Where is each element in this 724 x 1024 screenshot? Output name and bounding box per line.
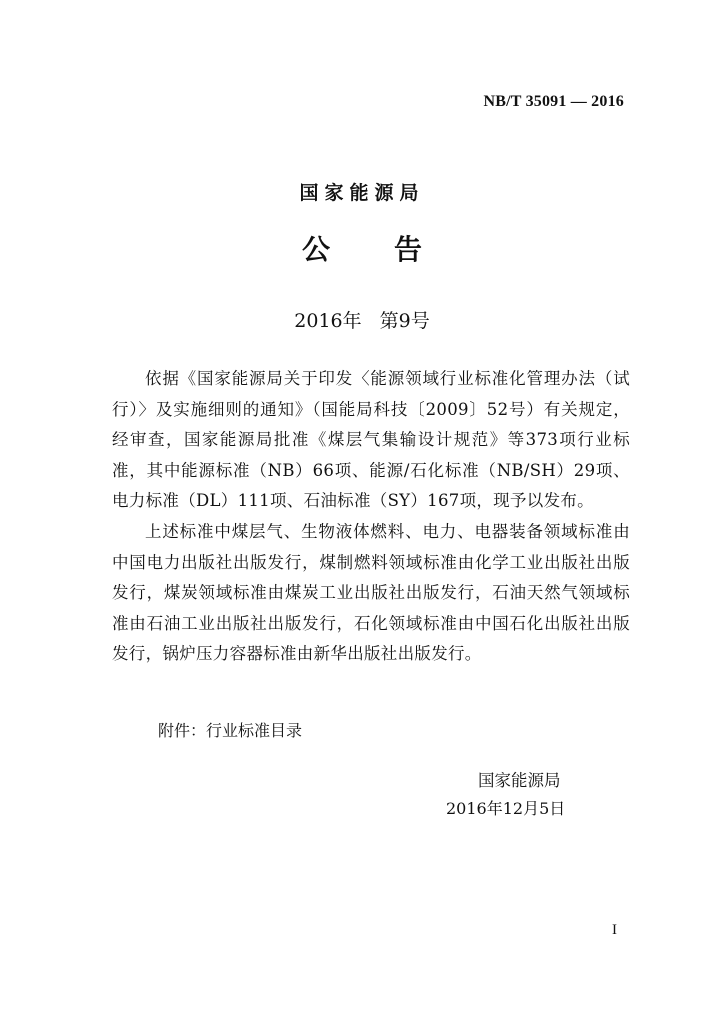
- body-paragraph-1: 依据《国家能源局关于印发〈能源领域行业标准化管理办法（试行）〉及实施细则的通知》（国能局科技〔2009〕52号）有关规定，经审查，国家能源局批准《煤层气集输设计规范》等373项行业标准，其中能源标准（NB）66项、能源/石化标准（NB/SH）29项、电力标准（DL）111项、石油标准（SY）167项，现予以发布。: [112, 369, 630, 511]
- signature-organization: 国家能源局: [478, 771, 561, 790]
- announcement-year: 2016年: [294, 310, 362, 332]
- announcement-title-part1: 公: [301, 233, 330, 266]
- announcement-title-part2: 告: [394, 233, 423, 266]
- body-paragraph-2: 上述标准中煤层气、生物液体燃料、电力、电器装备领域标准由中国电力出版社出版发行，煤制燃料领域标准由化学工业出版社出版发行，煤炭领域标准由煤炭工业出版社出版发行，石油天然气领域标准由石油工业出版社出版发行，石化领域标准由中国石化出版社出版发行，锅炉压力容器标准由新华出版社出版发行。: [112, 521, 630, 664]
- announcement-title: [0, 228, 724, 268]
- announcement-body: [112, 364, 630, 670]
- announcement-sequence: 第9号: [379, 310, 430, 332]
- page-number: I: [612, 922, 617, 938]
- attachment-note: 附件：行业标准目录: [158, 721, 303, 740]
- issuing-agency-title: 国家能源局: [299, 182, 425, 204]
- signature-date: 2016年12月5日: [446, 799, 566, 818]
- announcement-number: [0, 306, 724, 333]
- standard-code: NB/T 35091 — 2016: [483, 93, 624, 110]
